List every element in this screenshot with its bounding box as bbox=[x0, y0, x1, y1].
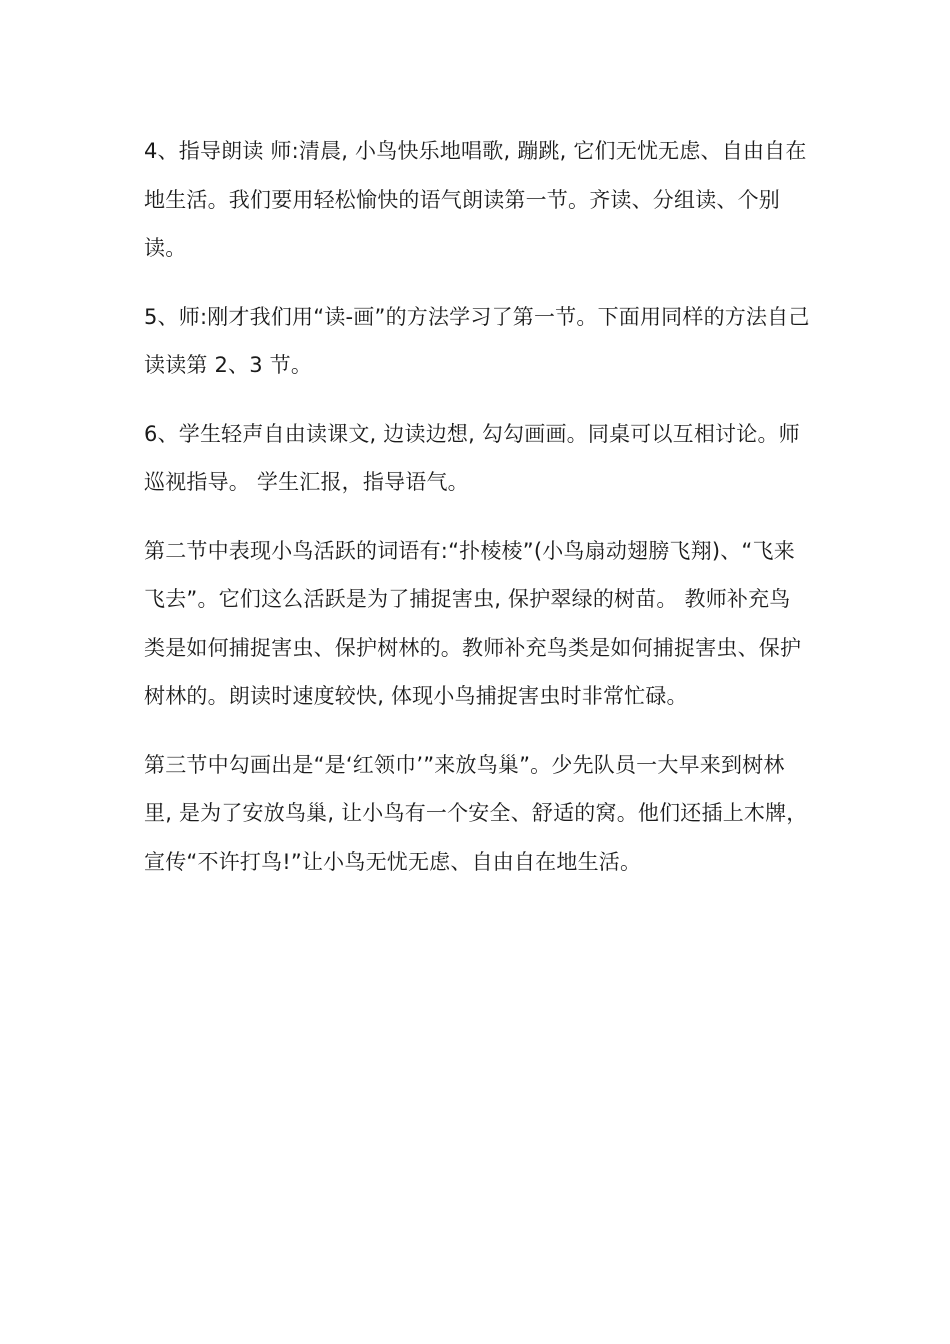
paragraph-step-6: 6、学生轻声自由读课文, 边读边想, 勾勾画画。同桌可以互相讨论。师巡视指导。 学生汇报，指导语气。 bbox=[144, 421, 800, 494]
paragraph-section-2: 第二节中表现小鸟活跃的词语有:“扑棱棱”(小鸟扇动翅膀飞翔)、“飞来飞去”。它们这么活跃是为了捕捉害虫, 保护翠绿的树苗。 教师补充鸟类是如何捕捉害虫、保护树林的。教师补充鸟类是如何捕捉害虫、保护树林的。朗读时速度较快, 体现小鸟捕捉害虫时非常忙碌。 bbox=[144, 538, 802, 708]
document-body bbox=[144, 127, 810, 906]
paragraph-step-4: 4、指导朗读 师:清晨, 小鸟快乐地唱歌, 蹦跳, 它们无忧无虑、自由自在地生活。我们要用轻松愉快的语气朗读第一节。齐读、分组读、个别读。 bbox=[144, 139, 807, 260]
paragraph-section-3: 第三节中勾画出是“是‘红领巾’”来放鸟巢”。少先队员一大早来到树林里, 是为了安放鸟巢, 让小鸟有一个安全、舒适的窝。他们还插上木牌，宣传“不许打鸟!”让小鸟无忧无虑、自由自在地生活。 bbox=[144, 752, 808, 874]
paragraph-step-5: 5、师:刚才我们用“读-画”的方法学习了第一节。下面用同样的方法自己读读第 2、3 节。 bbox=[144, 304, 810, 377]
